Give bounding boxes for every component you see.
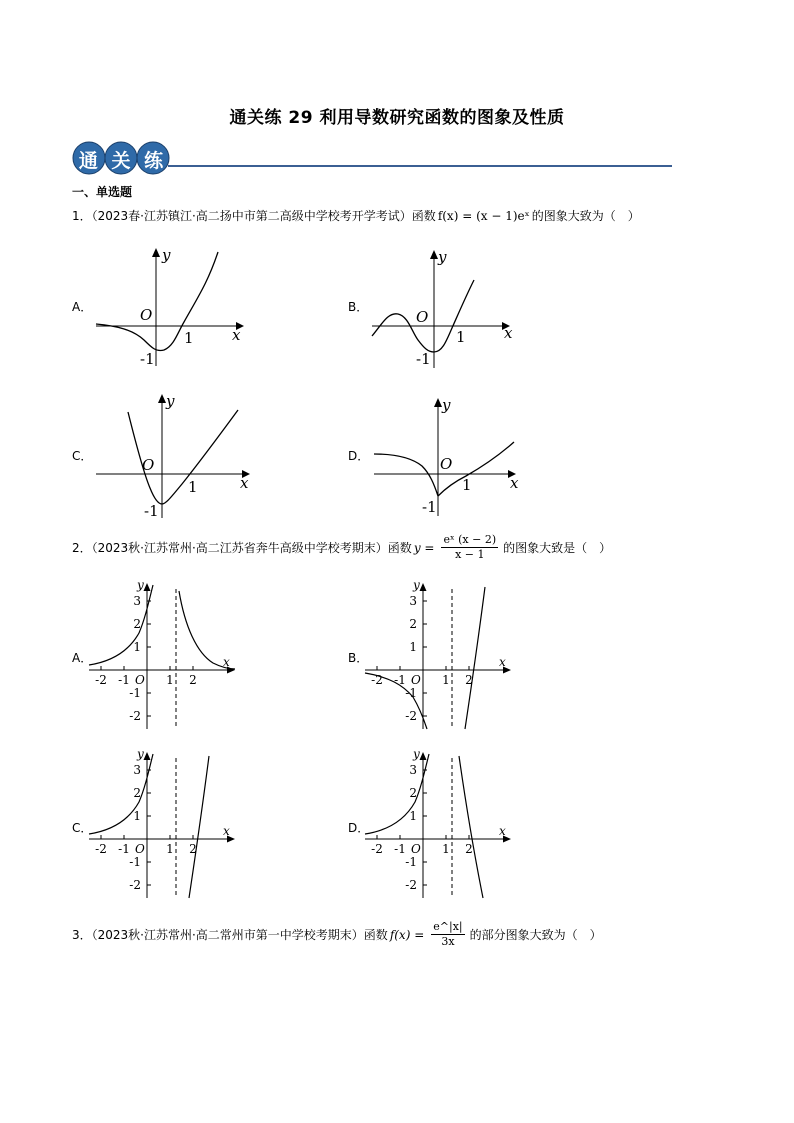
x-tick-label: 2 [189,673,197,687]
x-tick-label: -2 [95,842,107,856]
y-tick-label: 1 [133,640,141,654]
y-label: y [438,248,447,266]
y-tick-label: 2 [133,786,141,800]
badge-text [72,146,170,173]
question-1-suffix: 的图象大致为（ ） [531,209,640,223]
question-2-numerator: eˣ (x − 2) [443,533,497,546]
x-tick-label: -2 [95,673,107,687]
question-3-prefix: 3．（2023秋·江苏常州·高二常州市第一中学校考期末）函数 [72,928,388,942]
x-label: x [223,655,230,669]
q2-option-c-label[interactable]: C． [72,821,93,835]
question-2-denominator: x − 1 [455,548,485,561]
y-tick-neg1: -1 [422,498,437,516]
y-axis-arrow [430,250,438,259]
question-3-stem [72,920,602,949]
question-3-numerator: e^|x| [433,920,463,933]
axes [89,583,235,729]
y-axis-arrow [152,248,160,257]
badge-char: 通 [78,150,98,172]
question-2-suffix: 的图象大致是（ ） [503,541,612,555]
q1-option-c-label[interactable]: C． [72,449,93,463]
origin-label: O [411,673,421,687]
y-tick-neg1: -1 [416,350,431,368]
section-rule [168,165,672,167]
curve-right [465,587,485,729]
y-tick-label: 1 [409,640,417,654]
y-tick-label: 3 [133,594,141,608]
question-3-suffix: 的部分图象大致为（ ） [469,928,602,942]
y-tick-label: 2 [409,786,417,800]
y-label: y [137,579,144,592]
y-tick-neg1: -1 [144,502,159,520]
section-badge [72,141,170,179]
y-tick-label: 1 [409,809,417,823]
x-tick-label: -1 [394,673,406,687]
question-2-fraction [439,533,500,562]
origin-label: O [416,308,429,326]
origin-label: O [140,306,153,324]
q2-option-b-label[interactable]: B． [348,651,369,665]
question-2-lhs: y = [413,540,435,555]
x-tick-label: 1 [166,842,174,856]
y-label: y [162,246,171,264]
question-3-fraction [429,920,466,949]
q2-graph-b[interactable] [361,579,521,731]
x-label: x [499,824,506,838]
x-tick-label: 1 [442,842,450,856]
y-axis-arrow [434,398,442,407]
axes [89,752,235,898]
q1-graph-b[interactable] [366,244,536,372]
question-1-formula: f(x) = (x − 1)eˣ [437,208,530,223]
y-tick-neg1: -1 [140,350,155,368]
q1-option-b-label[interactable]: B． [348,300,369,314]
curve-left [374,454,438,496]
curve-left [365,754,429,834]
q1-option-d-label[interactable]: D． [348,449,370,463]
x-tick-label: 1 [442,673,450,687]
origin-label: O [142,456,155,474]
x-tick-label: -1 [394,842,406,856]
q2-option-d-label[interactable]: D． [348,821,370,835]
y-tick-label: -2 [405,878,417,892]
x-tick-label: 1 [166,673,174,687]
y-axis-arrow [158,394,166,403]
q1-graph-a[interactable] [88,242,258,370]
y-tick-label: -2 [129,878,141,892]
section-heading: 一、单选题 [72,185,133,199]
y-tick-label: -1 [405,686,417,700]
y-label: y [442,396,451,414]
curve-left [89,585,153,665]
q1-option-a-label[interactable]: A． [72,300,93,314]
question-1-stem [72,207,640,224]
q1-graph-c[interactable] [88,388,258,522]
question-2-prefix: 2．（2023秋·江苏常州·高二江苏省奔牛高级中学校考期末）函数 [72,541,412,555]
y-label: y [413,748,420,761]
x-tick-1: 1 [462,476,472,494]
y-tick-label: 2 [133,617,141,631]
question-3-denominator: 3x [441,935,455,948]
y-tick-label: 3 [133,763,141,777]
x-tick-label: 2 [465,842,473,856]
curve [96,252,218,351]
curve-right [459,756,483,898]
question-1-prefix: 1．（2023春·江苏镇江·高二扬中市第二高级中学校考开学考试）函数 [72,209,436,223]
axes [365,752,511,898]
y-tick-label: 3 [409,763,417,777]
origin-label: O [135,673,145,687]
origin-label: O [135,842,145,856]
question-2-stem [72,533,611,562]
y-tick-label: -1 [129,855,141,869]
y-label: y [137,748,144,761]
curve-right [189,756,209,898]
y-tick-label: -1 [129,686,141,700]
page-title: 通关练 29 利用导数研究函数的图象及性质 [229,108,565,128]
question-3-lhs: f(x) = [389,927,425,942]
x-label: x [499,655,506,669]
x-tick-label: 2 [465,673,473,687]
y-tick-label: -2 [129,709,141,723]
y-tick-label: 3 [409,594,417,608]
q2-graph-d[interactable] [361,748,521,900]
curve-left [89,754,153,834]
x-tick-1: 1 [184,329,194,347]
y-tick-label: -2 [405,709,417,723]
q2-graph-a[interactable] [85,579,245,731]
q2-option-a-label[interactable]: A． [72,651,93,665]
y-tick-label: 1 [133,809,141,823]
x-tick-label: -1 [118,673,130,687]
x-label: x [504,324,513,342]
y-tick-label: -1 [405,855,417,869]
q1-graph-d[interactable] [366,392,536,520]
y-tick-label: 2 [409,617,417,631]
q2-graph-c[interactable] [85,748,245,900]
x-tick-label: 2 [189,842,197,856]
x-tick-1: 1 [188,478,198,496]
x-tick-label: -1 [118,842,130,856]
y-label: y [166,392,175,410]
x-label: x [232,326,241,344]
x-label: x [240,474,249,492]
axes [365,583,511,729]
x-tick-label: -2 [371,673,383,687]
x-label: x [510,474,519,492]
origin-label: O [411,842,421,856]
x-tick-1: 1 [456,328,466,346]
badge-char: 练 [144,150,164,172]
x-label: x [223,824,230,838]
badge-char: 关 [111,150,131,172]
x-tick-label: -2 [371,842,383,856]
origin-label: O [440,455,453,473]
y-label: y [413,579,420,592]
